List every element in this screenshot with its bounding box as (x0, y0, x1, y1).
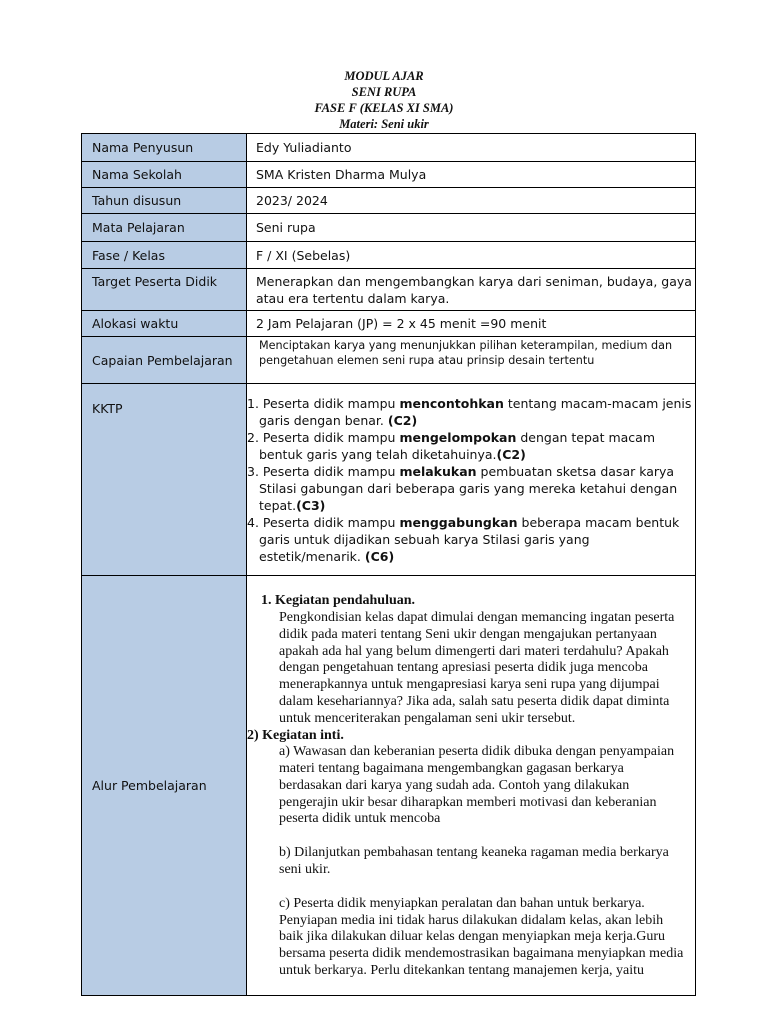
kktp-list (247, 384, 696, 576)
value-target: Menerapkan dan mengembangkan karya dari seniman, budaya, gaya atau era tertentu dalam karya. (247, 269, 696, 311)
value-tahun: 2023/ 2024 (247, 188, 696, 214)
row-sekolah (82, 162, 696, 188)
inti-b: b) Dilanjutkan pembahasan tentang keaneka ragaman media berkarya seni ukir. (279, 845, 669, 878)
doc-title: MODUL AJAR (344, 69, 424, 83)
inti-title: 2) Kegiatan inti. (247, 727, 344, 743)
inti-c: c) Peserta didik menyiapkan peralatan dan bahan untuk berkarya. Penyiapan media ini tidak harus dilakukan didalam kelas, akan lebih baik jika dilakukan diluar kelas dengan menyiapkan meja kerja.Guru bersama peserta didik mendemostrasikan bagaimana menyiapkan media untuk berkarya. Perlu ditekankan tentang manajemen kerja, yaitu (279, 895, 684, 979)
value-capaian: Menciptakan karya yang menunjukkan pilihan keterampilan, medium dan pengetahuan elemen seni rupa atau prinsip desain tertentu (247, 337, 696, 384)
kktp-item: 2. Peserta didik mampu mengelompokan dengan tepat macam bentuk garis yang telah diketahuinya.(C2) (247, 429, 655, 462)
row-target (82, 269, 696, 311)
label-sekolah: Nama Sekolah (82, 162, 247, 188)
value-fase: F / XI (Sebelas) (247, 242, 696, 269)
row-capaian (82, 337, 696, 384)
row-tahun (82, 188, 696, 214)
label-alur: Alur Pembelajaran (82, 576, 247, 996)
row-penyusun (82, 134, 696, 162)
label-capaian: Capaian Pembelajaran (82, 337, 247, 384)
label-kktp: KKTP (82, 384, 247, 576)
module-info-table (81, 133, 696, 996)
doc-phase: FASE F (KELAS XI SMA) (314, 101, 454, 115)
row-kktp (82, 384, 696, 576)
label-tahun: Tahun disusun (82, 188, 247, 214)
kktp-item: 3. Peserta didik mampu melakukan pembuatan sketsa dasar karya Stilasi gabungan dari beberapa garis yang mereka ketahui dengan tepat.(C3) (247, 463, 678, 513)
label-penyusun: Nama Penyusun (82, 134, 247, 162)
value-alokasi: 2 Jam Pelajaran (JP) = 2 x 45 menit =90 menit (247, 311, 696, 337)
pendahuluan-text: Pengkondisian kelas dapat dimulai dengan memancing ingatan peserta didik pada materi tentang Seni ukir dengan mengajukan pertanyaan apakah ada hal yang belum dimengerti dari materi terdahulu? Apakah dengan pengetahuan tentang apresiasi peserta didik juga mencoba menerapkannya untuk mengapresiasi karya seni rupa yang dijumpai dalam kesehariannya? Jika ada, salah satu peserta didik dapat diminta untuk menceriterakan pengalaman seni ukir tersebut. (279, 609, 675, 726)
label-target: Target Peserta Didik (82, 269, 247, 311)
doc-subject: SENI RUPA (351, 85, 417, 99)
label-mapel: Mata Pelajaran (82, 214, 247, 242)
inti-a: a) Wawasan dan keberanian peserta didik dibuka dengan penyampaian materi tentang bagaimana mengembangkan gagasan berkarya berdasakan dari karya yang sudah ada. Contoh yang dilakukan pengerajin ukir besar diharapkan memberi motivasi dan keberanian peserta didik untuk mencoba (279, 744, 675, 827)
value-penyusun: Edy Yuliadianto (247, 134, 696, 162)
row-alokasi (82, 311, 696, 337)
pendahuluan-title: 1. Kegiatan pendahuluan. (261, 593, 416, 609)
alur-content (247, 576, 696, 996)
row-alur (82, 576, 696, 996)
label-fase: Fase / Kelas (82, 242, 247, 269)
row-fase (82, 242, 696, 269)
kktp-item: 4. Peserta didik mampu menggabungkan beberapa macam bentuk garis untuk dijadikan sebuah karya Stilasi garis yang estetik/menarik. (C6) (247, 514, 680, 564)
value-mapel: Seni rupa (247, 214, 696, 242)
row-mapel (82, 214, 696, 242)
kktp-item: 1. Peserta didik mampu mencontohkan tentang macam-macam jenis garis dengan benar. (C2) (247, 395, 692, 428)
label-alokasi: Alokasi waktu (82, 311, 247, 337)
value-sekolah: SMA Kristen Dharma Mulya (247, 162, 696, 188)
doc-materi: Materi: Seni ukir (339, 117, 429, 131)
